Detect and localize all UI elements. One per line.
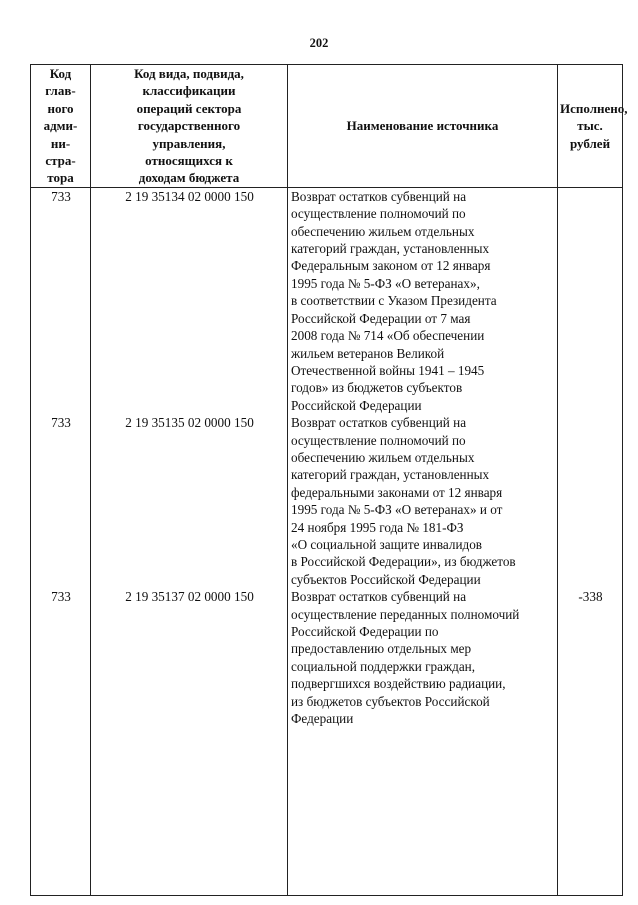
page-number: 202 — [309, 36, 329, 50]
classification-code-cell: 2 19 35134 02 0000 150 — [91, 187, 288, 414]
amount-cell: -338 — [558, 588, 623, 727]
header-executed-amount: Исполнено, тыс. рублей — [558, 65, 623, 188]
amount-cell — [558, 187, 623, 414]
table-row — [31, 187, 623, 414]
classification-code-cell: 2 19 35137 02 0000 150 — [91, 588, 288, 727]
source-name-cell: Возврат остатков субвенций на осуществление полномочий по обеспечению жильем отдельных категорий граждан, установленных федеральными законами от 12 января 1995 года № 5-ФЗ «О ветеранах» и от 24 ноября 1995 года № 181-ФЗ «О социальной защите инвалидов в Российской Федерации», из бюджетов субъектов Российской Федерации — [288, 414, 558, 588]
admin-code-cell: 733 — [31, 414, 91, 588]
source-name-cell: Возврат остатков субвенций на осуществление полномочий по обеспечению жильем отдельных категорий граждан, установленных Федеральным законом от 12 января 1995 года № 5-ФЗ «О ветеранах», в соответствии с Указом Президента Российской Федерации от 7 мая 2008 года № 714 «Об обеспечении жильем ветеранов Великой Отечественной войны 1941 – 1945 годов» из бюджетов субъектов Российской Федерации — [288, 187, 558, 414]
table-row — [31, 588, 623, 727]
revenue-sources-table — [30, 64, 628, 896]
admin-code-cell: 733 — [31, 187, 91, 414]
header-classification-code: Код вида, подвида, классификации операций сектора государственного управления, относящихся к доходам бюджета — [91, 65, 288, 188]
amount-cell — [558, 414, 623, 588]
header-source-name: Наименование источника — [288, 65, 558, 188]
classification-code-cell: 2 19 35135 02 0000 150 — [91, 414, 288, 588]
header-admin-code: Код глав- ного адми- ни- стра- тора — [31, 65, 91, 188]
source-name-cell: Возврат остатков субвенций на осуществление переданных полномочий Российской Федерации по предоставлению отдельных мер социальной поддержки граждан, подвергшихся воздействию радиации, из бюджетов субъектов Российской Федерации — [288, 588, 558, 727]
table-blank-area — [31, 727, 623, 896]
admin-code-cell: 733 — [31, 588, 91, 727]
table-row — [31, 414, 623, 588]
table-header-row — [31, 65, 623, 188]
